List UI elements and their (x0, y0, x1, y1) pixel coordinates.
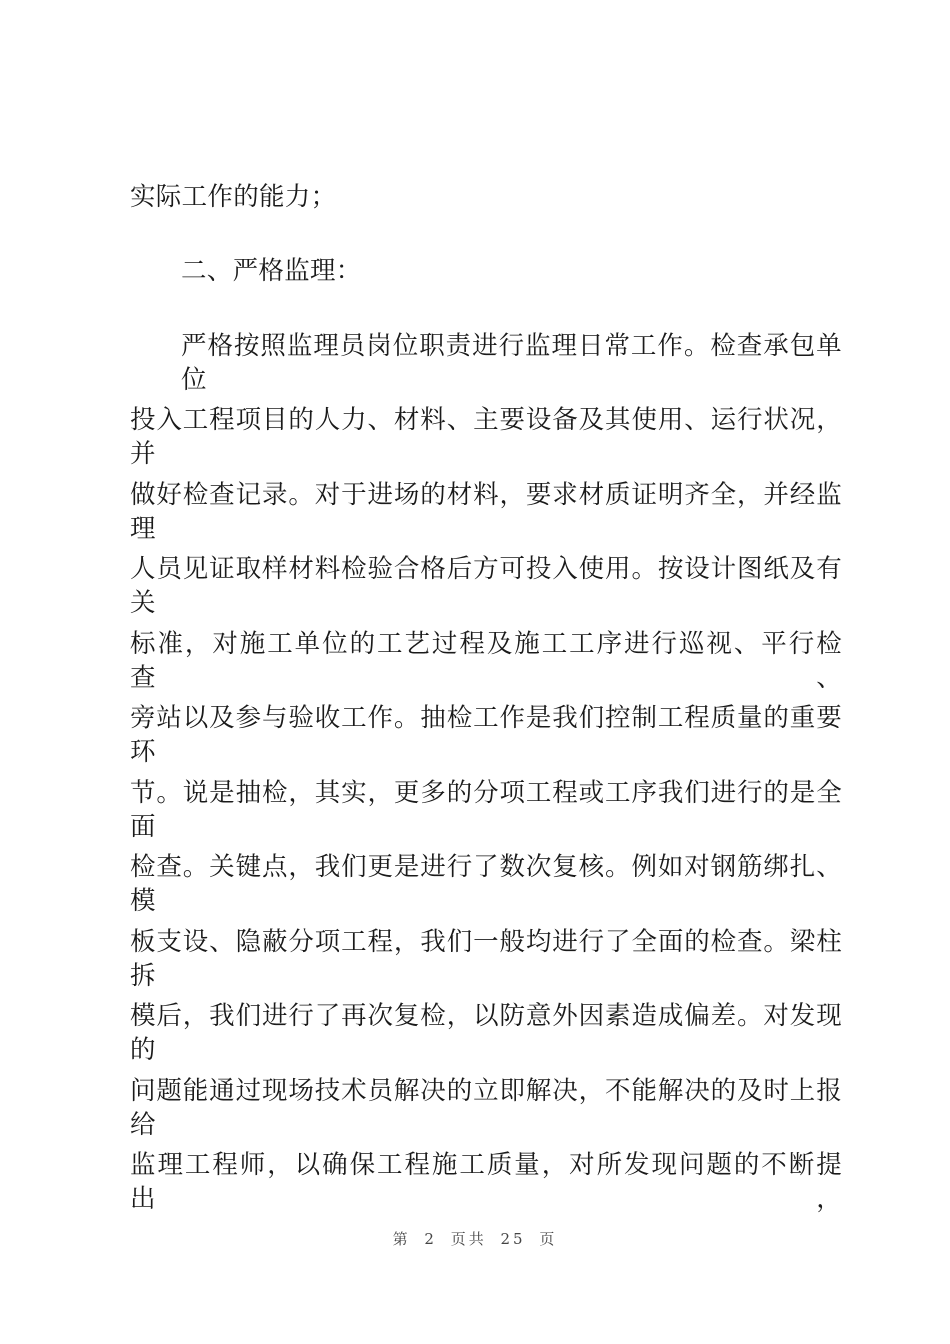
text-line: 节。说是抽检，其实，更多的分项工程或工序我们进行的是全面 (130, 778, 842, 842)
text-line: 投入工程项目的人力、材料、主要设备及其使用、运行状况，并 (130, 405, 842, 469)
text-line: 实际工作的能力； (130, 182, 337, 212)
text-line: 严格按照监理员岗位职责进行监理日常工作。检查承包单位 (181, 331, 842, 395)
section-heading: 二、严格监理： (181, 256, 362, 286)
text-line: 板支设、隐蔽分项工程，我们一般均进行了全面的检查。梁柱拆 (130, 927, 842, 991)
page-number-footer: 第 2 页共 25 页 (392, 1230, 558, 1248)
text-line: 做好检查记录。对于进场的材料，要求材质证明齐全，并经监理 (130, 480, 842, 544)
text-line: 检查。关键点，我们更是进行了数次复核。例如对钢筋绑扎、模 (130, 852, 842, 916)
text-line: 标准，对施工单位的工艺过程及施工工序进行巡视、平行检查、 (130, 629, 842, 693)
text-line: 旁站以及参与验收工作。抽检工作是我们控制工程质量的重要环 (130, 703, 842, 767)
text-line: 监理工程师，以确保工程施工质量，对所发现问题的不断提出， (130, 1150, 842, 1214)
text-line: 问题能通过现场技术员解决的立即解决，不能解决的及时上报给 (130, 1076, 842, 1140)
text-line: 人员见证取样材料检验合格后方可投入使用。按设计图纸及有关 (130, 554, 842, 618)
text-line: 模后，我们进行了再次复检，以防意外因素造成偏差。对发现的 (130, 1001, 842, 1065)
